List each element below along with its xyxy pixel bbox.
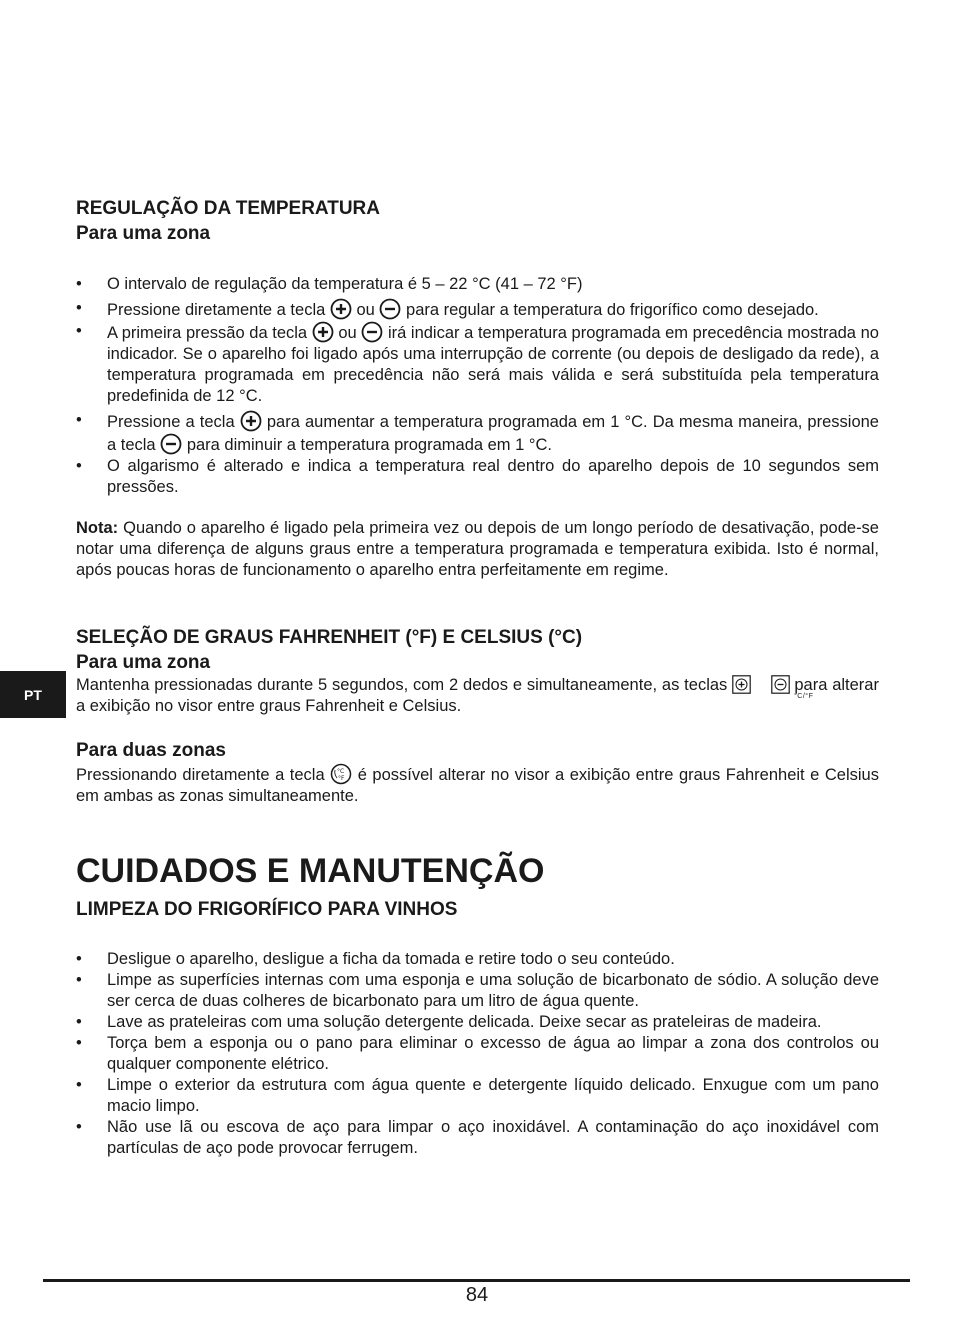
list-item <box>76 1075 879 1117</box>
list-item <box>76 1033 879 1075</box>
list-item-text: para regular a temperatura do frigorífico como desejado. <box>406 301 819 319</box>
list-item-text: Lave as prateleiras com uma solução detergente delicada. Deixe secar as prateleiras de madeira. <box>107 1013 822 1031</box>
list-item-text: ou <box>356 301 375 319</box>
cleaning-list <box>76 949 879 1159</box>
list-item-text: O algarismo é alterado e indica a temperatura real dentro do aparelho depois de 10 segundos sem pressões. <box>107 457 879 496</box>
list-item-text: ou <box>338 324 357 342</box>
list-item-text: Torça bem a esponja ou o pano para eliminar o excesso de água ao limpar a zona dos controlos ou qualquer componente elétrico. <box>107 1034 879 1073</box>
list-item <box>76 456 879 498</box>
paragraph-text: Mantenha pressionadas durante 5 segundos, com 2 dedos e simultaneamente, as teclas <box>76 676 728 694</box>
list-item-text: O intervalo de regulação da temperatura é 5 – 22 °C (41 – 72 °F) <box>107 275 583 293</box>
list-item-text: Pressione diretamente a tecla <box>107 301 326 319</box>
list-item-text: Não use lã ou escova de aço para limpar o aço inoxidável. A contaminação do aço inoxidável com partículas de aço pode provocar ferrugem. <box>107 1118 879 1157</box>
two-zone-paragraph <box>76 763 879 807</box>
celsius-fahrenheit-icon <box>330 763 352 785</box>
list-item <box>76 410 879 456</box>
plus-circle-icon <box>330 298 352 320</box>
minus-square-icon <box>771 675 790 694</box>
minus-circle-icon <box>379 298 401 320</box>
note-paragraph <box>76 518 879 581</box>
page-number: 84 <box>465 1284 489 1306</box>
minus-circle-icon <box>361 321 383 343</box>
subtitle-one-zone-units: Para uma zona <box>76 652 211 673</box>
minus-circle-icon <box>160 433 182 455</box>
note-label: Nota: <box>76 519 119 537</box>
subtitle-two-zones: Para duas zonas <box>76 740 226 761</box>
section-title-care: CUIDADOS E MANUTENÇÃO <box>76 852 545 890</box>
list-item <box>76 274 879 295</box>
list-item-text: Desligue o aparelho, desligue a ficha da tomada e retire todo o seu conteúdo. <box>107 950 675 968</box>
cf-key-label: °C/°F <box>794 693 814 700</box>
plus-circle-icon <box>240 410 262 432</box>
subtitle-one-zone: Para uma zona <box>76 223 211 244</box>
list-item <box>76 949 879 970</box>
list-item-text: A primeira pressão da tecla <box>107 324 308 342</box>
list-item-text: irá indicar a temperatura programada em precedência mostrada no indicador. Se o aparelho foi ligado após uma interrupção de corrente (ou depois de desligado da rede), a temperatura programada em precedência não será mais válida e será substituída pela temperatura predefinida de 12 °C. <box>107 324 879 405</box>
list-item-text: Limpe o exterior da estrutura com água quente e detergente líquido delicado. Enxugue com um pano macio limpo. <box>107 1076 879 1115</box>
list-item-text: para diminuir a temperatura programada em 1 °C. <box>186 436 552 454</box>
subtitle-cleaning: LIMPEZA DO FRIGORÍFICO PARA VINHOS <box>76 899 458 920</box>
one-zone-paragraph <box>76 675 879 717</box>
list-item <box>76 298 879 321</box>
list-item <box>76 970 879 1012</box>
footer-divider <box>43 1279 910 1282</box>
one-zone-paragraph-wrap <box>76 675 879 717</box>
page-content <box>76 196 879 1159</box>
paragraph-text: para alterar a exibição no visor entre graus Fahrenheit e Celsius. <box>76 676 879 715</box>
section-title-units: SELEÇÃO DE GRAUS FAHRENHEIT (°F) E CELSIUS (°C) <box>76 627 583 648</box>
language-tab <box>0 671 66 718</box>
svg-text:°F: °F <box>338 775 345 782</box>
list-item <box>76 1117 879 1159</box>
plus-circle-icon <box>312 321 334 343</box>
temperature-list <box>76 274 879 498</box>
list-item <box>76 1012 879 1033</box>
list-item-text: para aumentar a temperatura programada em 1 °C. Da mesma maneira, pressione a tecla <box>107 413 879 454</box>
list-item <box>76 321 879 407</box>
note-text: Quando o aparelho é ligado pela primeira vez ou depois de um longo período de desativação, pode-se notar uma diferença de alguns graus entre a temperatura programada e temperatura exibida. Isto é normal, após poucas horas de funcionamento o aparelho entra perfeitamente em regime. <box>76 519 879 579</box>
language-tab-label: PT <box>24 686 42 703</box>
paragraph-text: é possível alterar no visor a exibição entre graus Fahrenheit e Celsius em ambas as zonas simultaneamente. <box>76 766 879 805</box>
plus-square-icon <box>732 675 751 694</box>
svg-text:°C: °C <box>337 768 345 775</box>
list-item-text: Pressione a tecla <box>107 413 235 431</box>
paragraph-text: Pressionando diretamente a tecla <box>76 766 325 784</box>
section-title-temperature: REGULAÇÃO DA TEMPERATURA <box>76 198 380 219</box>
list-item-text: Limpe as superfícies internas com uma esponja e uma solução de bicarbonato de sódio. A solução deve ser cerca de duas colheres de bicarbonato para um litro de água quente. <box>107 971 879 1010</box>
